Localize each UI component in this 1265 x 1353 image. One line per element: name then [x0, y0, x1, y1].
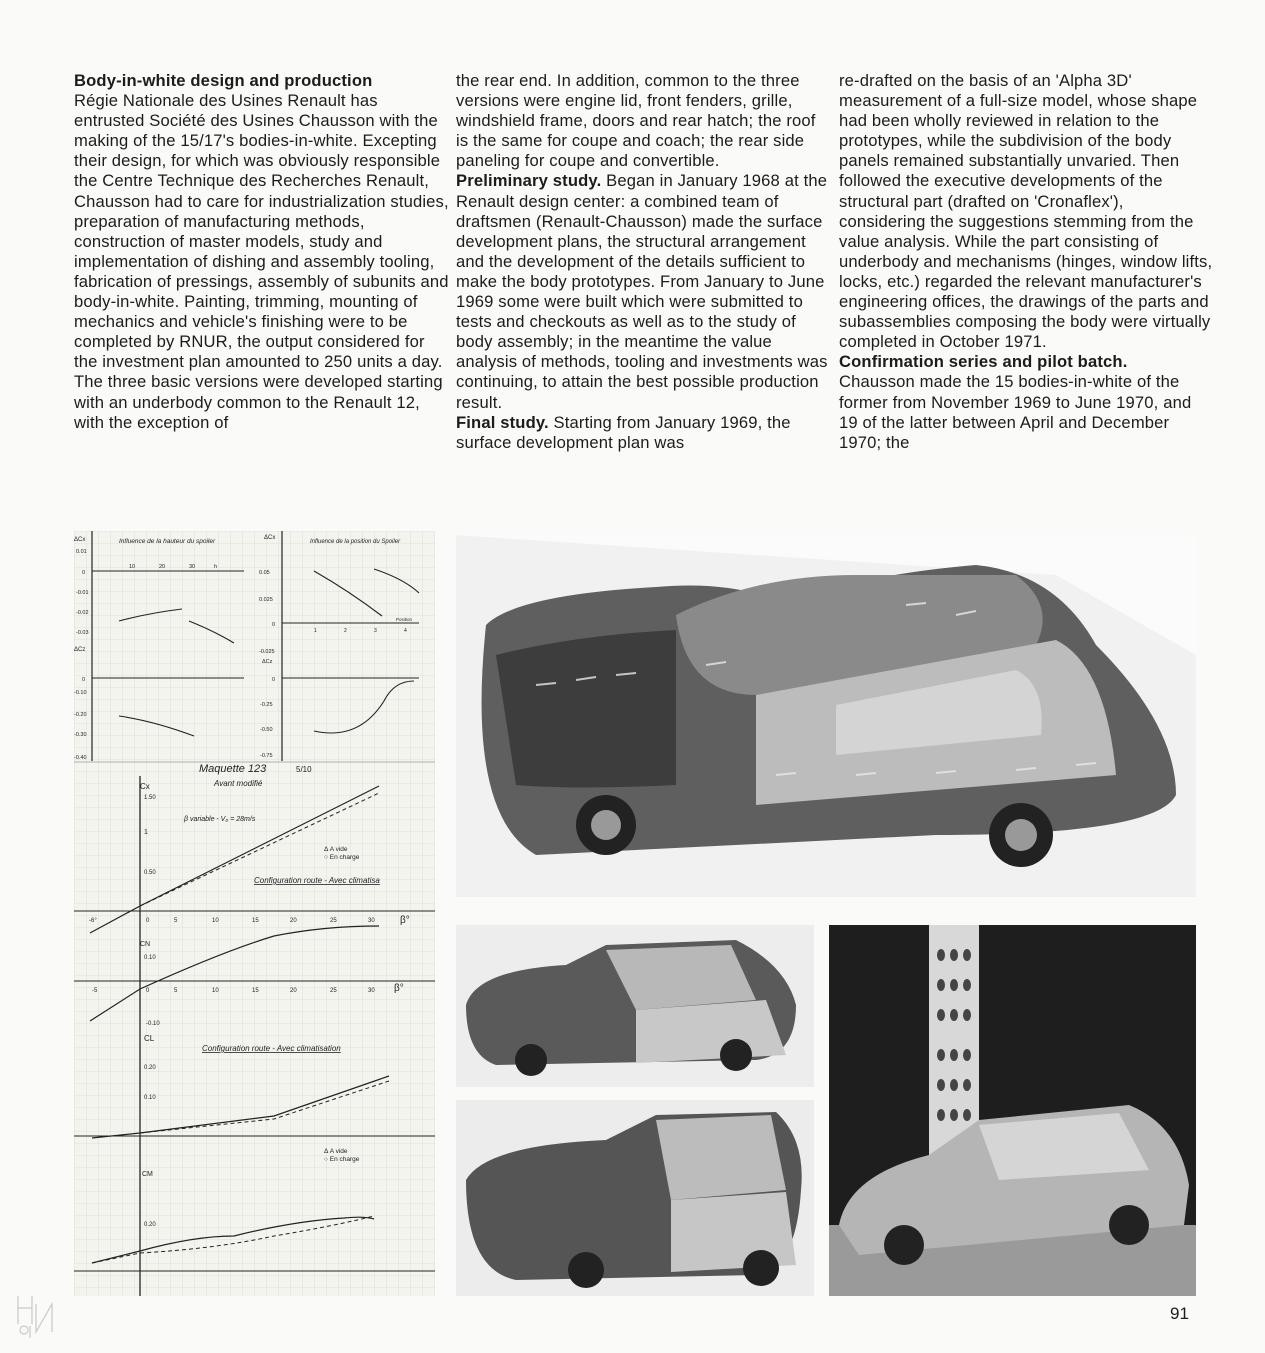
chart-title: Influence de la hauteur du spoiler — [119, 538, 216, 545]
tick-label: -0.10 — [74, 690, 87, 696]
tick-label: 1 — [144, 829, 148, 836]
tick-label: 15 — [252, 988, 259, 994]
axis-label: CM — [142, 1171, 153, 1178]
chart-title: Influence de la position du Spoiler — [310, 539, 401, 545]
config-label: Configuration route - Avec climatisation — [202, 1044, 341, 1053]
tick-label: -6° — [89, 918, 97, 924]
tick-label: -0.30 — [74, 732, 87, 738]
tick-label: 5 — [174, 988, 178, 994]
tick-label: 0.10 — [144, 955, 156, 961]
tick-label: 30 — [189, 564, 196, 570]
tick-label: 10 — [212, 988, 219, 994]
tick-label: 0 — [272, 622, 276, 628]
axis-label: ΔCz — [74, 647, 86, 653]
tick-label: 0.50 — [144, 870, 156, 876]
tick-label: 0.20 — [144, 1065, 156, 1071]
tick-label: 4 — [404, 628, 407, 634]
tick-label: 3 — [374, 628, 377, 634]
text-column-3 — [839, 71, 1214, 453]
tick-label: 0.025 — [259, 597, 273, 603]
axis-label: Position — [396, 617, 413, 622]
tick-label: 20 — [290, 988, 297, 994]
tick-label: -0.10 — [146, 1021, 160, 1027]
tick-label: 10 — [212, 918, 219, 924]
tick-label: 0.01 — [76, 549, 87, 555]
paragraph: Chausson made the 15 bodies-in-white of the former from November 1969 to June 1970, and 19 of the latter between April and December 1970; the — [839, 372, 1192, 452]
paragraph: The three basic versions were developed starting with an underbody common to the Renault 12, with the exception of — [74, 372, 443, 432]
axis-label: CN — [140, 941, 151, 948]
tick-label: 30 — [368, 918, 375, 924]
axis-label: ΔCx — [264, 535, 276, 541]
tick-label: 15 — [252, 918, 259, 924]
rear-view-car-model-photo — [456, 1100, 814, 1296]
wind-tunnel-car-model-photo — [829, 925, 1196, 1296]
tick-label: 0 — [146, 918, 150, 924]
tick-label: 25 — [330, 988, 337, 994]
config-label: Configuration route - Avec climatisa — [254, 876, 380, 885]
chart-subtitle: Avant modifié — [214, 779, 263, 788]
tick-label: -0.03 — [76, 630, 89, 636]
axis-label: ΔCz — [262, 659, 273, 665]
tick-label: -0.50 — [260, 727, 273, 733]
tick-label: 1.50 — [144, 795, 156, 801]
axis-label: CL — [144, 1034, 155, 1043]
tick-label: -0.01 — [76, 590, 89, 596]
tick-label: 10 — [129, 564, 136, 570]
tick-label: β° — [394, 983, 404, 994]
side-view-car-model-photo — [456, 925, 814, 1087]
tick-label: 0.20 — [144, 1222, 156, 1228]
section-heading-preliminary-study: Preliminary study. — [456, 171, 602, 191]
tick-label: 0.05 — [259, 570, 270, 576]
paragraph: Starting from January 1969, the surface development plan was — [456, 412, 791, 452]
axis-label: Cx — [140, 782, 150, 791]
tick-label: 0.10 — [144, 1095, 156, 1101]
tick-label: 5 — [174, 918, 178, 924]
tick-label: -0.20 — [74, 712, 87, 718]
paragraph: re-drafted on the basis of an 'Alpha 3D' measurement of a full-size model, whose shape had been wholly reviewed in relation to the prototypes, while the subdivision of the body panels remained substantially unvaried. Then followed the executive developments of the structural part (drafted on 'Cronaflex'), considering the suggestions stemming from the value analysis. While the part consisting of underbody and mechanisms (hinges, window lifts, locks, etc.) regarded the relevant manufacturer's engineering offices, the drawings of the parts and subassemblies composing the body were virtually completed in October 1971. — [839, 71, 1213, 352]
tick-label: 30 — [368, 988, 375, 994]
tick-label: β° — [400, 915, 410, 926]
tick-label: -5 — [92, 988, 98, 994]
tick-label: -0.02 — [76, 610, 89, 616]
chart-title: Maquette 123 — [199, 763, 267, 775]
top-view-car-model-photo — [456, 535, 1196, 897]
paragraph: Régie Nationale des Usines Renault has entrusted Société des Usines Chausson with the making of the 15/17's bodies-in-white. Excepting their design, for which was obviously responsible the Centre Technique des Recherches Renault, Chausson had to care for industrialization studies, preparation of manufacturing methods, construction of master models, study and implementation of dishing and assembly tooling, fabrication of pressings, assembly of subunits and body-in-white. Painting, trimming, mounting of mechanics and vehicle's finishing were to be completed by RNUR, the output considered for the investment plan amounted to 250 units a day. — [74, 91, 449, 372]
tick-label: -0.025 — [259, 649, 275, 655]
tick-label: 1 — [314, 628, 317, 634]
chart-scale: 5/10 — [296, 765, 312, 774]
tick-label: 0 — [272, 677, 276, 683]
tick-label: -0.40 — [74, 755, 87, 761]
tick-label: -0.25 — [260, 702, 273, 708]
legend-item: Δ A vide — [324, 846, 348, 853]
legend-item: ○ En charge — [324, 854, 360, 861]
legend-item: Δ A vide — [324, 1148, 348, 1155]
tick-label: -0.75 — [260, 753, 273, 759]
legend-item: ○ En charge — [324, 1156, 360, 1163]
section-heading-confirmation-series: Confirmation series and pilot batch. — [839, 352, 1128, 372]
tick-label: 0 — [82, 570, 86, 576]
paragraph: the rear end. In addition, common to the three versions were engine lid, front fenders, grille, windshield frame, doors and rear hatch; the roof is the same for coupe and coach; the rear side paneling for coupe and convertible. — [456, 71, 816, 171]
paragraph: Began in January 1968 at the Renault design center: a combined team of draftsmen (Renault-Chausson) made the surface development plans, the structural arrangement and the development of the details sufficient to make the body prototypes. From January to June 1969 some were built which were submitted to tests and checkouts as well as to the study of body assembly; in the meantime the value analysis of methods, tooling and investments was continuing, to attain the best possible production result. — [456, 171, 828, 412]
aerodynamic-graph-figure — [74, 531, 435, 1296]
page-number: 91 — [1170, 1304, 1189, 1323]
section-heading-body-in-white: Body-in-white design and production — [74, 71, 373, 90]
tick-label: 0 — [146, 988, 150, 994]
text-column-1 — [74, 71, 449, 433]
chart-annotation: β variable - V₀ = 28m/s — [184, 816, 256, 823]
section-heading-final-study: Final study. — [456, 412, 549, 432]
tick-label: h — [214, 564, 218, 570]
text-column-2 — [456, 71, 831, 453]
tick-label: 0 — [82, 677, 86, 683]
tick-label: 2 — [344, 628, 347, 634]
axis-label: ΔCx — [74, 537, 86, 543]
tick-label: 20 — [290, 918, 297, 924]
tick-label: 20 — [159, 564, 166, 570]
tick-label: 25 — [330, 918, 337, 924]
hn-logo-watermark — [12, 1290, 64, 1347]
